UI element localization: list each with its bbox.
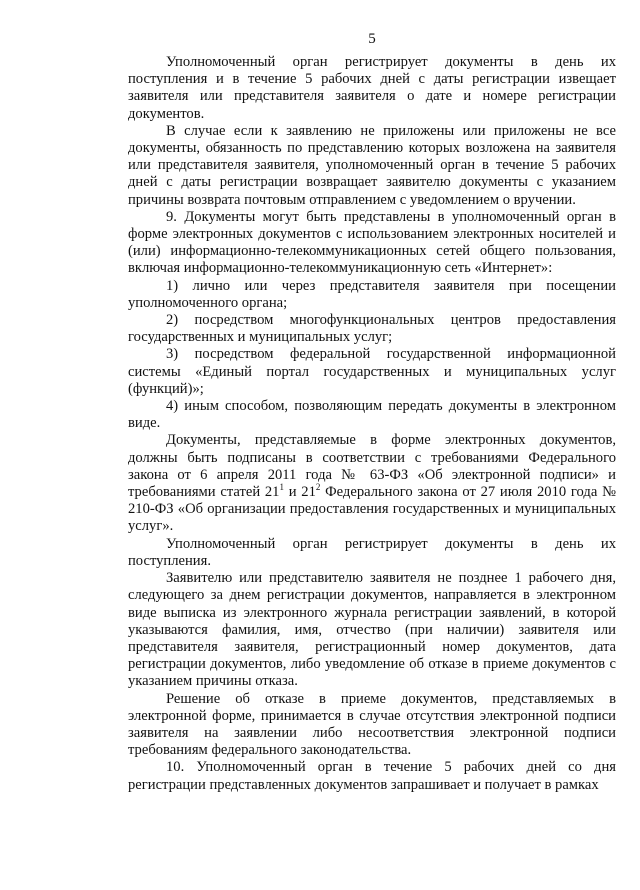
list-item-other-way: 4) иным способом, позволяющим передать документы в электронном виде.	[128, 398, 616, 432]
paragraph-extract-notification: Заявителю или представителю заявителя не позднее 1 рабочего дня, следующего за днем регистрации документов, направляется в электронном виде выписка из электронного журнала регистрации заявлений, в которой указываются фамилия, имя, отчество (при наличии) заявителя или представителя заявителя, регистрационный номер документов, дата регистрации документов, либо уведомление об отказе в приеме документов с указанием причины отказа.	[128, 570, 616, 690]
list-item-portal: 3) посредством федеральной государственной информационной системы «Единый портал государственных и муниципальных услуг (функций)»;	[128, 346, 616, 397]
paragraph-signature-requirements	[128, 432, 616, 535]
list-item-mfc: 2) посредством многофункциональных центров предоставления государственных и муниципальных услуг;	[128, 312, 616, 346]
list-item-in-person: 1) лично или через представителя заявителя при посещении уполномоченного органа;	[128, 277, 616, 311]
paragraph-refusal-decision: Решение об отказе в приеме документов, представляемых в электронной форме, принимается в случае отсутствия электронной подписи заявителя на заявлении либо несоответствия электронной подписи требованиям федерального законодательства.	[128, 690, 616, 759]
page-number: 5	[368, 31, 376, 47]
paragraph-item-10: 10. Уполномоченный орган в течение 5 рабочих дней со дня регистрации представленных документов запрашивает и получает в рамках	[128, 759, 616, 793]
paragraph-registration: Уполномоченный орган регистрирует документы в день их поступления и в течение 5 рабочих дней с даты регистрации извещает заявителя или представителя заявителя о дате и номере регистрации документов.	[128, 54, 616, 122]
superscript-2: 2	[315, 482, 321, 493]
signature-text-part3: Федерального закона от 27 июля 2010 года № 210-ФЗ «Об организации предоставления государственных и муниципальных услуг».	[128, 484, 616, 535]
signature-text-part2: и 21	[283, 484, 316, 501]
superscript-1: 1	[279, 482, 284, 493]
paragraph-return-documents: В случае если к заявлению не приложены или приложены не все документы, обязанность по представлению которых возложена на заявителя или представителя заявителя, уполномоченный орган в течение 5 рабочих дней с даты регистрации возвращает заявителю документы с указанием причины возврата почтовым отправлением с уведомлением о вручении.	[128, 122, 616, 208]
paragraph-registration-day: Уполномоченный орган регистрирует документы в день их поступления.	[128, 535, 616, 569]
paragraph-electronic-form: 9. Документы могут быть представлены в уполномоченный орган в форме электронных документов с использованием электронных носителей и (или) информационно-телекоммуникационных сетей общего пользования, включая информационно-телекоммуникационную сеть «Интернет»:	[128, 208, 616, 277]
signature-text-part1: Документы, представляемые в форме электронных документов, должны быть подписаны в соответствии с требованиями Федерального закона от 6 апреля 2011 года № 63-ФЗ «Об электронной подписи» и требованиями статей 21	[128, 432, 616, 501]
